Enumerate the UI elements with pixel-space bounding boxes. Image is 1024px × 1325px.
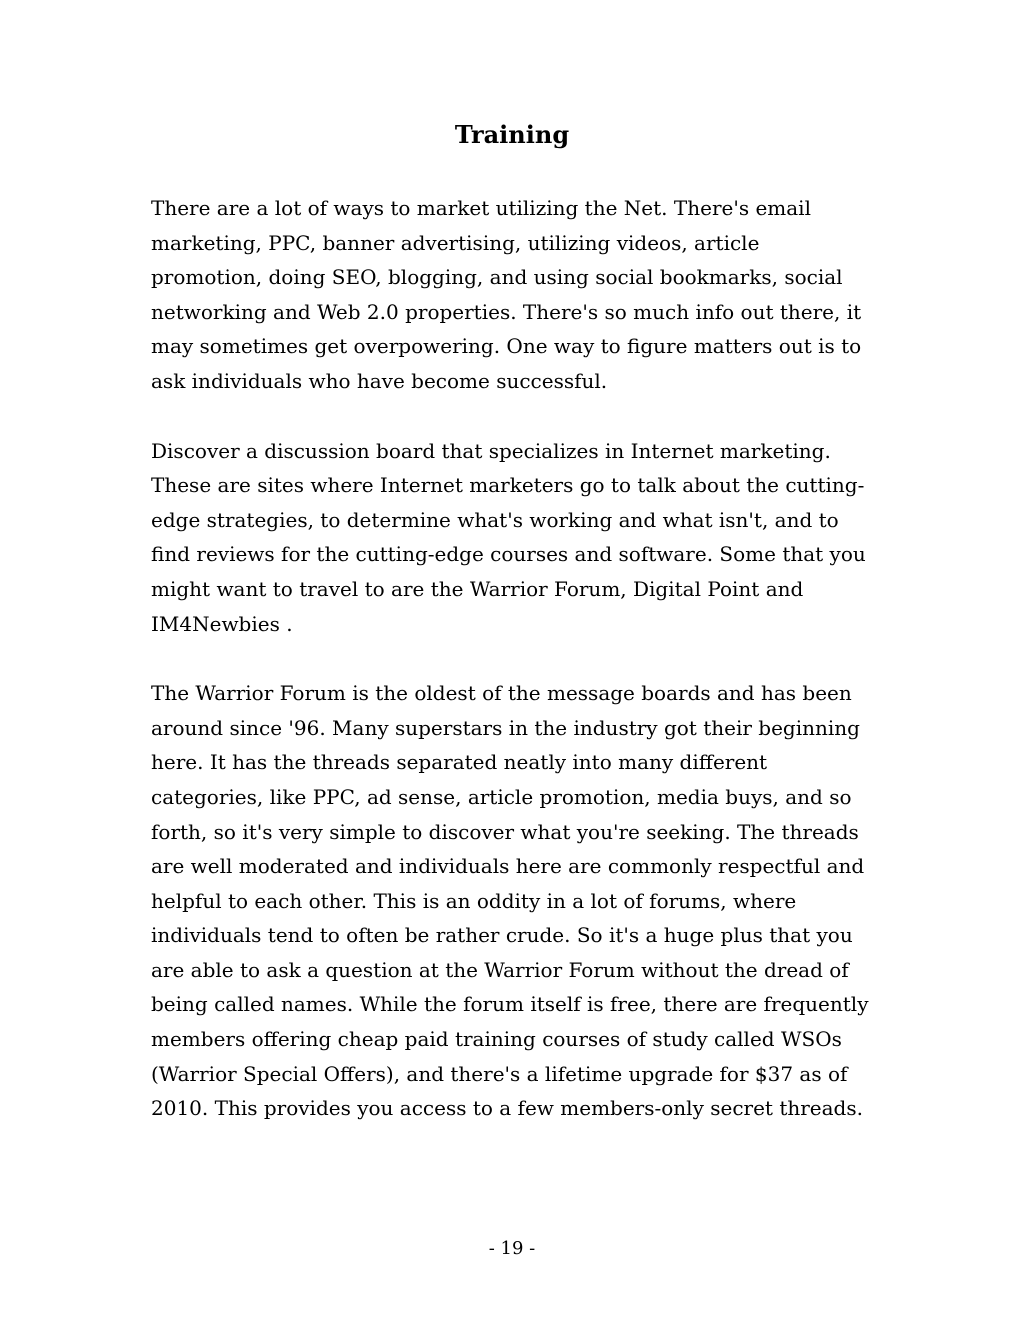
document-body <box>151 191 876 1161</box>
text-line: find reviews for the cutting-edge courses and software. Some that you <box>151 542 866 567</box>
text-line: are able to ask a question at the Warrior Forum without the dread of <box>151 957 849 982</box>
text-line: helpful to each other. This is an oddity in a lot of forums, where <box>151 888 797 913</box>
text-line: categories, like PPC, ad sense, article promotion, media buys, and so <box>151 784 852 809</box>
text-line: members offering cheap paid training courses of study called WSOs <box>151 1027 842 1052</box>
paragraph-3 <box>151 676 876 1126</box>
text-line: edge strategies, to determine what's working and what isn't, and to <box>151 507 839 532</box>
text-line: There are a lot of ways to market utilizing the Net. There's email <box>151 196 811 220</box>
text-line: here. It has the threads separated neatly into many different <box>151 750 768 775</box>
paragraph-2 <box>151 434 876 642</box>
text-line: around since '96. Many superstars in the industry got their beginning <box>151 715 860 740</box>
text-line: 2010. This provides you access to a few members-only secret threads. <box>151 1096 863 1121</box>
page-title: Training <box>454 120 570 149</box>
text-line: These are sites where Internet marketers go to talk about the cutting- <box>151 473 865 498</box>
text-line: IM4Newbies . <box>151 611 293 636</box>
text-line: marketing, PPC, banner advertising, utilizing videos, article <box>151 230 760 255</box>
text-line: may sometimes get overpowering. One way to figure matters out is to <box>151 334 862 359</box>
text-line: might want to travel to are the Warrior Forum, Digital Point and <box>151 576 804 601</box>
text-line: are well moderated and individuals here are commonly respectful and <box>151 854 865 879</box>
text-line: The Warrior Forum is the oldest of the message boards and has been <box>151 681 852 706</box>
text-line: Discover a discussion board that specializes in Internet marketing. <box>151 438 831 463</box>
text-line: networking and Web 2.0 properties. There's so much info out there, it <box>151 299 862 324</box>
page-number: - 19 - <box>488 1238 536 1259</box>
text-line: promotion, doing SEO, blogging, and using social bookmarks, social <box>151 265 843 290</box>
paragraph-1 <box>151 191 876 399</box>
text-line: individuals tend to often be rather crude. So it's a huge plus that you <box>151 923 853 948</box>
text-line: being called names. While the forum itself is free, there are frequently <box>151 992 869 1017</box>
text-line: ask individuals who have become successful. <box>151 368 608 393</box>
text-line: forth, so it's very simple to discover what you're seeking. The threads <box>151 819 859 844</box>
text-line: (Warrior Special Offers), and there's a lifetime upgrade for $37 as of <box>151 1061 848 1086</box>
